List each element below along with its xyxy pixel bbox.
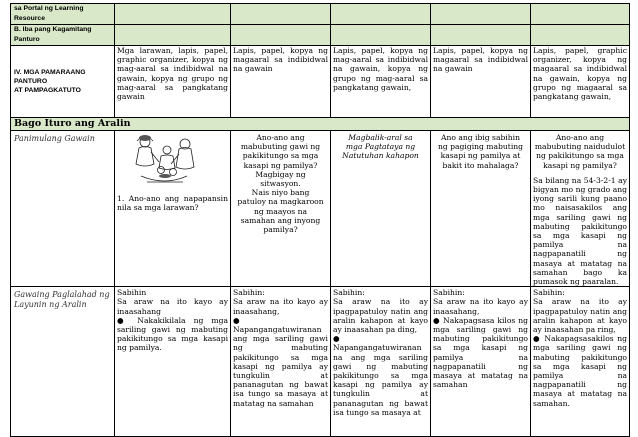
panimulang-day1-question: 1. Ano-ano ang napapansin nila sa mga larawan? — [117, 194, 228, 213]
lesson-plan-document — [10, 3, 629, 437]
materials-day5: Lapis, papel, graphic organizer, kopya ng magaaral sa indibidwal na gawain, kopya ng grupo ng magaaral sa pangkatang gawain, — [531, 46, 630, 118]
gawain-day3: Sabihin: Sa araw na ito ay ipagpapatuloy natin ang aralin kahapon at kayo ay inaasahan pa ding, ● Napangangatuwiranan na ang mga sariling gawi ng mabuting pakikitungo sa mga kasapi ng pamilya ay tungkulin at pananagutan ng bawat isa tungo sa masaya at — [331, 287, 431, 437]
header-row-portal — [11, 4, 630, 25]
header-row-kagamitan — [11, 25, 630, 46]
materials-day1: Mga larawan, lapis, papel, graphic organizer, kopya ng mag-aaral sa indibidwal na gawain, kopya ng grupo ng mag-aaral sa pangkatang gawain — [115, 46, 231, 118]
panimulang-day2: Ano-ano ang mabubuting gawi ng pakikitungo sa mga kasapi ng pamilya? Magbigay ng sitwasyon. Nais niyo bang patuloy na magkaroon ng maayos na samahan ang inyong pamilya? — [231, 131, 331, 287]
gawain-day4: Sabihin: Sa araw na ito kayo ay inaasahang, ● Nakapagsasa kilos ng mga sariling gawi ng mabuting pakikitungo sa mga kasapi ng pamilya na nagpapanatili ng masaya at matatag na samahan — [431, 287, 531, 437]
section-row — [11, 118, 630, 131]
materials-row — [11, 46, 630, 118]
panimulang-day4: Ano ang ibig sabihin ng pagiging mabuting kasapi ng pamilya at bakit ito mahalaga? — [431, 131, 531, 287]
gawain-day5: Sabihin: Sa araw na ito ay ipagpapatuloy natin ang aralin kahapon at kayo ay inaasahan pa ring, ● Nakapagsasakilos ng mga sariling gawi ng mabuting pakikitungo sa mga kasapi ng pamilya na nagpapanatili ng masaya at matatag na samahan. — [531, 287, 630, 437]
materials-label: IV. MGA PAMARAANG PANTURO AT PAMPAGKATUTO — [11, 46, 115, 118]
gawain-row — [11, 287, 630, 437]
panimulang-label: Panimulang Gawain — [11, 131, 115, 287]
header-portal-label: sa Portal ng Learning Resource — [11, 4, 115, 25]
panimulang-day5: Ano-ano ang mabubuting naidudulot ng pakikitungo sa mga kasapi ng pamilya? Sa bilang na 54-3-2-1 ay bigyan mo ng grado ang iyong sarili kung paano mo naisasakilos ang mga sariling gawi ng mabuting pakikitungo sa mga kasapi ng pamilya na nagpapanatili ng masaya at matatag na samahan bago ka pumasok ng paaralan. — [531, 131, 630, 287]
section-title: Bago Ituro ang Aralin — [11, 118, 630, 131]
materials-day4: Lapis, papel, kopya ng magaaral sa indibidwal na gawain — [431, 46, 531, 118]
gawain-label: Gawaing Paglalahad ng Layunin ng Aralin — [11, 287, 115, 437]
panimulang-day5-grading: Sa bilang na 54-3-2-1 ay bigyan mo ng grado ang iyong sarili kung paano mo naisasakilos ang mga sariling gawi ng mabuting pakikitungo sa mga kasapi ng pamilya na nagpapanatili ng masaya at matatag na samahan bago ka pumasok ng paaralan. — [533, 175, 627, 287]
header-kagamitan-label: B. Iba pang Kagamitang Panturo — [11, 25, 115, 46]
gawain-day1: Sabihin Sa araw na ito kayo ay inaasahang ● Nakakikilala ng mga sariling gawi ng mabuting pakikitungo sa mga kasapi ng pamilya. — [115, 287, 231, 437]
materials-day3: Lapis, papel, kopya ng mag-aaral sa indibidwal na gawain, kopya ng grupo ng mag-aaral sa pangkatang gawain, — [331, 46, 431, 118]
panimulang-row — [11, 131, 630, 287]
family-illustration-image — [127, 132, 203, 190]
materials-day2: Lapis, papel, kopya ng magaaral sa indibidwal na gawain — [231, 46, 331, 118]
panimulang-day3: Magbalik-aral sa mga Pagtataya ng Natutuhan kahapon — [331, 131, 431, 287]
panimulang-day1 — [115, 131, 231, 287]
gawain-day2: Sabihin: Sa araw na ito kayo ay inaasahang, ● Napangangatuwiranan ang mga sariling gawi ng mabuting pakikitungo sa mga kasapi ng pamilya ay tungkulin at pananagutan ng bawat isa tungo sa masaya at matatag na samahan — [231, 287, 331, 437]
lesson-plan-table — [10, 3, 630, 437]
